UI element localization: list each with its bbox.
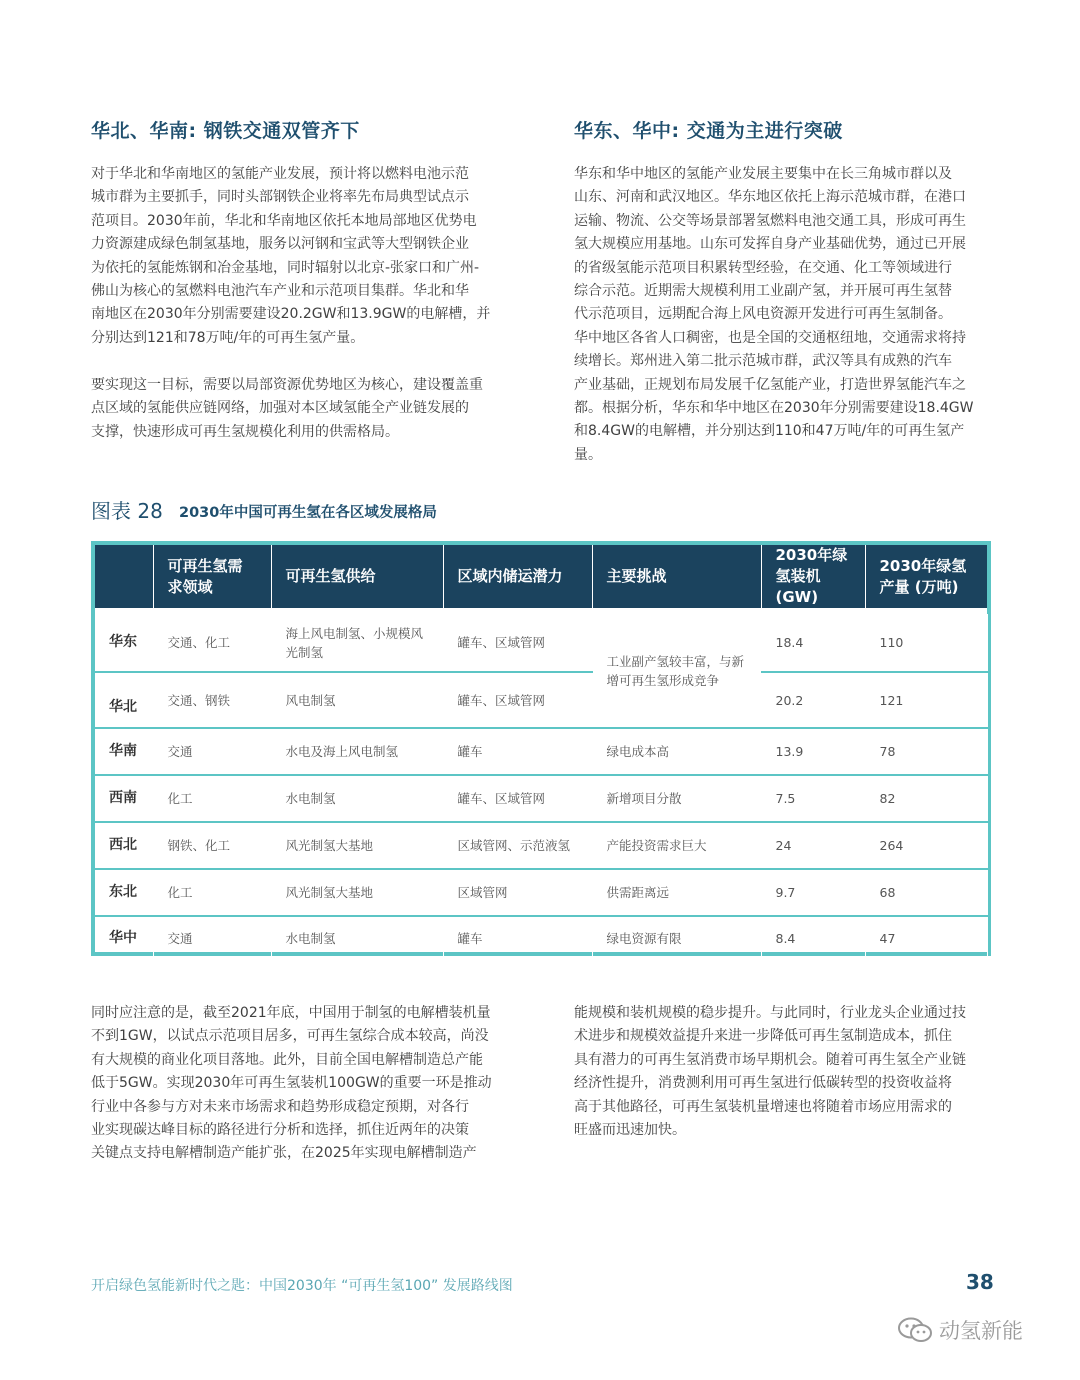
storage-cell: 罐车、区域管网 xyxy=(443,672,592,728)
text-line: 能规模和装机规模的稳步提升。与此同时，行业龙头企业通过技 xyxy=(574,1005,966,1021)
output-cell: 47 xyxy=(865,916,987,960)
text-line: 华东和华中地区的氢能产业发展主要集中在长三角城市群以及 xyxy=(574,166,952,182)
capacity-cell: 8.4 xyxy=(761,916,865,960)
region-cell: 西北 xyxy=(95,822,153,869)
region-cell: 华中 xyxy=(95,916,153,960)
text-line: 术进步和规模效益提升来进一步降低可再生氢制造成本，抓住 xyxy=(574,1028,952,1045)
text-line: 量。 xyxy=(574,446,602,463)
text-line: 旺盛而迅速加快。 xyxy=(574,1122,686,1139)
watermark-text: 动氢新能 xyxy=(939,1319,1023,1343)
supply-cell: 水电制氢 xyxy=(271,916,443,960)
output-cell: 82 xyxy=(865,775,987,822)
capacity-cell: 9.7 xyxy=(761,869,865,916)
region-cell: 华东 xyxy=(95,614,153,672)
supply-cell: 水电制氢 xyxy=(271,775,443,822)
text-line: 不到1GW，以试点示范项目居多，可再生氢综合成本较高，尚没 xyxy=(91,1028,489,1045)
text-line: 的省级氢能示范项目积累转型经验，在交通、化工等领域进行 xyxy=(574,259,952,276)
header-storage: 区域内储运潜力 xyxy=(443,545,592,608)
output-cell: 68 xyxy=(865,869,987,916)
storage-cell: 罐车、区域管网 xyxy=(443,775,592,822)
demand-cell: 交通、钢铁 xyxy=(153,672,271,728)
text-line: 低于5GW。实现2030年可再生氢装机100GW的重要一环是推动 xyxy=(91,1075,492,1092)
left-paragraph-2 xyxy=(91,374,511,444)
text-line: 为依托的氢能炼钢和冶金基地，同时辐射以北京-张家口和广州- xyxy=(91,259,480,276)
text-line: 城市群为主要抓手，同时头部钢铁企业将率先布局典型试点示 xyxy=(91,189,469,206)
header-capacity: 2030年绿氢装机 (GW) xyxy=(761,545,865,608)
text-line: 续增长。郑州进入第二批示范城市群，武汉等具有成熟的汽车 xyxy=(574,353,952,370)
challenge-cell-merged: 工业副产氢较丰富，与新增可再生氢形成竞争 xyxy=(592,614,761,728)
text-line: 佛山为核心的氢燃料电池汽车产业和示范项目集群。华北和华 xyxy=(91,283,469,300)
demand-cell: 钢铁、化工 xyxy=(153,822,271,869)
region-cell: 华南 xyxy=(95,728,153,775)
table-row xyxy=(95,614,987,672)
text-line: 业实现碳达峰目标的路径进行分析和选择，抓住近两年的决策 xyxy=(91,1122,469,1139)
header-supply: 可再生氢供给 xyxy=(271,545,443,608)
right-paragraph xyxy=(574,163,994,467)
page-number: 38 xyxy=(966,1270,994,1294)
left-paragraph-1 xyxy=(91,163,511,350)
text-line: 支撑，快速形成可再生氢规模化利用的供需格局。 xyxy=(91,423,399,440)
table-row xyxy=(95,822,987,869)
watermark xyxy=(897,1315,1023,1345)
text-line: 产业基础，正规划布局发展千亿氢能产业，打造世界氢能汽车之 xyxy=(574,376,966,393)
supply-cell: 风光制氢大基地 xyxy=(271,869,443,916)
figure-label: 图表 28 xyxy=(91,499,163,523)
text-line: 点区域的氢能供应链网络，加强对本区域氢能全产业链发展的 xyxy=(91,400,469,417)
text-line: 行业中各参与方对未来市场需求和趋势形成稳定预期，对各行 xyxy=(91,1098,469,1115)
regional-table xyxy=(91,541,991,956)
storage-cell: 罐车、区域管网 xyxy=(443,614,592,672)
region-cell: 华北 xyxy=(95,672,153,728)
demand-cell: 交通 xyxy=(153,916,271,960)
output-cell: 121 xyxy=(865,672,987,728)
text-line: 运输、物流、公交等场景部署氢燃料电池交通工具，形成可再生 xyxy=(574,212,966,229)
capacity-cell: 7.5 xyxy=(761,775,865,822)
supply-cell: 风光制氢大基地 xyxy=(271,822,443,869)
capacity-cell: 24 xyxy=(761,822,865,869)
text-line: 关键点支持电解槽制造产能扩张，在2025年实现电解槽制造产 xyxy=(91,1145,477,1162)
header-region xyxy=(95,545,153,608)
demand-cell: 交通 xyxy=(153,728,271,775)
challenge-cell: 绿电资源有限 xyxy=(592,916,761,960)
text-line: 南地区在2030年分别需要建设20.2GW和13.9GW的电解槽，并 xyxy=(91,306,491,323)
table-row xyxy=(95,672,987,728)
table-row xyxy=(95,916,987,960)
output-cell: 78 xyxy=(865,728,987,775)
left-section-title: 华北、华南: 钢铁交通双管齐下 xyxy=(91,120,360,142)
table-row xyxy=(95,775,987,822)
footer-title: 开启绿色氢能新时代之匙：中国2030年 “可再生氢100” 发展路线图 xyxy=(91,1278,513,1294)
challenge-cell: 供需距离远 xyxy=(592,869,761,916)
text-line: 都。根据分析，华东和华中地区在2030年分别需要建设18.4GW xyxy=(574,400,974,417)
demand-cell: 交通、化工 xyxy=(153,614,271,672)
text-line: 有大规模的商业化项目落地。此外，目前全国电解槽制造总产能 xyxy=(91,1051,483,1068)
storage-cell: 区域管网、示范液氢 xyxy=(443,822,592,869)
text-line: 范项目。2030年前，华北和华南地区依托本地局部地区优势电 xyxy=(91,212,477,229)
table-row xyxy=(95,869,987,916)
text-line: 高于其他路径，可再生氢装机量增速也将随着市场应用需求的 xyxy=(574,1098,952,1115)
supply-cell: 水电及海上风电制氢 xyxy=(271,728,443,775)
text-line: 同时应注意的是，截至2021年底，中国用于制氢的电解槽装机量 xyxy=(91,1005,491,1021)
demand-cell: 化工 xyxy=(153,775,271,822)
header-demand: 可再生氢需求领域 xyxy=(153,545,271,608)
bottom-left-paragraph xyxy=(91,1002,511,1166)
region-cell: 西南 xyxy=(95,775,153,822)
capacity-cell: 20.2 xyxy=(761,672,865,728)
text-line: 要实现这一目标，需要以局部资源优势地区为核心，建设覆盖重 xyxy=(91,377,483,393)
capacity-cell: 18.4 xyxy=(761,614,865,672)
text-line: 分别达到121和78万吨/年的可再生氢产量。 xyxy=(91,329,365,346)
output-cell: 110 xyxy=(865,614,987,672)
bottom-right-paragraph xyxy=(574,1002,994,1142)
text-line: 代示范项目，远期配合海上风电资源开发进行可再生氢制备。 xyxy=(574,306,952,323)
supply-cell: 风电制氢 xyxy=(271,672,443,728)
capacity-cell: 13.9 xyxy=(761,728,865,775)
supply-cell: 海上风电制氢、小规模风光制氢 xyxy=(271,614,443,672)
challenge-cell: 新增项目分散 xyxy=(592,775,761,822)
text-line: 对于华北和华南地区的氢能产业发展，预计将以燃料电池示范 xyxy=(91,166,469,182)
text-line: 经济性提升，消费测利用可再生氢进行低碳转型的投资收益将 xyxy=(574,1075,952,1092)
text-line: 力资源建成绿色制氢基地，服务以河钢和宝武等大型钢铁企业 xyxy=(91,236,469,253)
text-line: 华中地区各省人口稠密，也是全国的交通枢纽地，交通需求将持 xyxy=(574,329,966,346)
header-challenge: 主要挑战 xyxy=(592,545,761,608)
storage-cell: 区域管网 xyxy=(443,869,592,916)
figure-title: 2030年中国可再生氢在各区域发展格局 xyxy=(179,505,437,521)
text-line: 综合示范。近期需大规模利用工业副产氢，并开展可再生氢替 xyxy=(574,283,952,300)
challenge-cell: 绿电成本高 xyxy=(592,728,761,775)
storage-cell: 罐车 xyxy=(443,916,592,960)
storage-cell: 罐车 xyxy=(443,728,592,775)
text-line: 和8.4GW的电解槽，并分别达到110和47万吨/年的可再生氢产 xyxy=(574,423,965,440)
wechat-icon xyxy=(897,1316,933,1344)
table-row xyxy=(95,728,987,775)
text-line: 具有潜力的可再生氢消费市场早期机会。随着可再生氢全产业链 xyxy=(574,1051,966,1068)
output-cell: 264 xyxy=(865,822,987,869)
right-section-title: 华东、华中: 交通为主进行突破 xyxy=(574,120,843,142)
header-output: 2030年绿氢产量 (万吨) xyxy=(865,545,987,608)
challenge-cell: 产能投资需求巨大 xyxy=(592,822,761,869)
table-header-row xyxy=(95,545,987,608)
region-cell: 东北 xyxy=(95,869,153,916)
text-line: 山东、河南和武汉地区。华东地区依托上海示范城市群，在港口 xyxy=(574,189,966,206)
text-line: 氢大规模应用基地。山东可发挥自身产业基础优势，通过已开展 xyxy=(574,236,966,253)
demand-cell: 化工 xyxy=(153,869,271,916)
